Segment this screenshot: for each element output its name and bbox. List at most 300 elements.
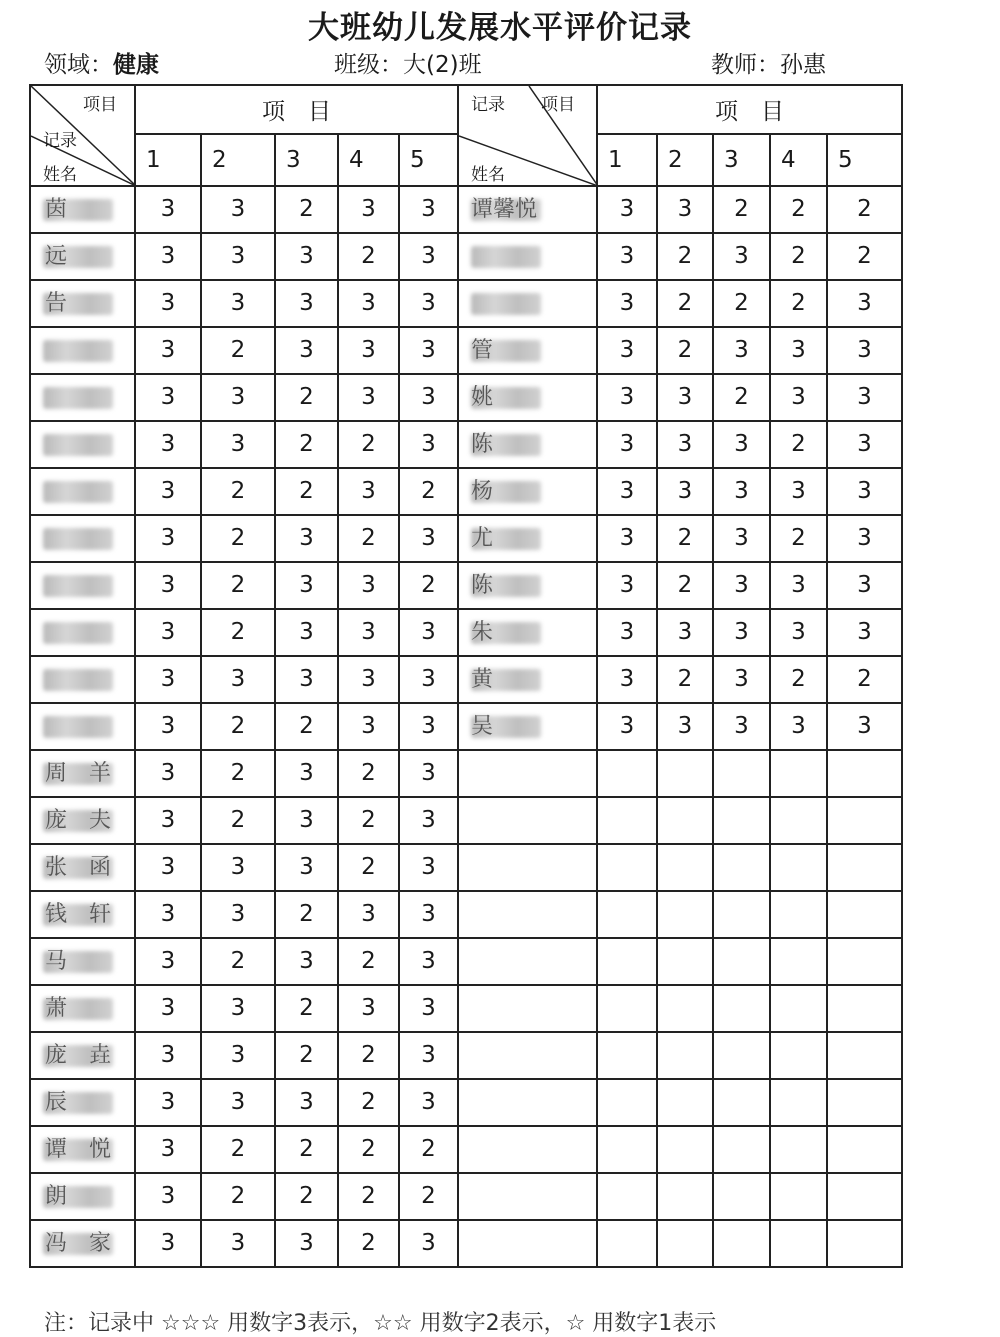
score-cell-right: 3	[713, 327, 770, 374]
score-cell-right: 3	[770, 327, 827, 374]
score-cell-left: 2	[275, 186, 338, 233]
table-row	[30, 656, 902, 703]
score-cell-left: 3	[135, 280, 201, 327]
redacted-name-blur	[43, 575, 113, 597]
score-cell-right: 3	[713, 656, 770, 703]
score-cell-left: 2	[201, 609, 275, 656]
score-cell-right: 2	[770, 280, 827, 327]
score-cell-right: 2	[770, 656, 827, 703]
score-cell-left: 2	[201, 515, 275, 562]
score-cell-right: 3	[770, 562, 827, 609]
score-cell-right	[713, 844, 770, 891]
score-cell-right	[827, 1126, 902, 1173]
score-cell-left: 3	[399, 327, 458, 374]
student-name-left	[30, 515, 135, 562]
score-cell-left: 3	[338, 374, 399, 421]
score-cell-left: 2	[399, 1173, 458, 1220]
score-cell-left: 2	[338, 797, 399, 844]
score-cell-right	[657, 750, 713, 797]
student-name-right	[458, 374, 597, 421]
score-cell-left: 2	[338, 938, 399, 985]
student-name-left	[30, 468, 135, 515]
corner-item-label: 项目	[83, 95, 117, 115]
table-row	[30, 985, 902, 1032]
table-row	[30, 797, 902, 844]
score-cell-left: 3	[135, 374, 201, 421]
name-visible-text: 茵	[45, 197, 68, 222]
name-visible-text: 钱 轩	[45, 902, 112, 927]
score-cell-left: 3	[201, 985, 275, 1032]
score-cell-right: 2	[770, 421, 827, 468]
score-cell-left: 3	[399, 1220, 458, 1267]
score-cell-right	[657, 1079, 713, 1126]
header-corner-left	[30, 85, 135, 186]
table-row	[30, 750, 902, 797]
domain-field	[44, 46, 159, 79]
score-cell-right	[770, 985, 827, 1032]
table-row	[30, 280, 902, 327]
score-cell-right: 3	[770, 374, 827, 421]
name-visible-text: 谭馨悦	[471, 197, 538, 222]
redacted-name-blur	[471, 246, 541, 268]
name-visible-text: 杨	[471, 479, 494, 504]
redacted-name-blur	[43, 528, 113, 550]
score-cell-left: 2	[275, 468, 338, 515]
score-cell-right	[597, 1032, 657, 1079]
score-cell-left: 3	[135, 891, 201, 938]
score-cell-right	[657, 938, 713, 985]
score-cell-right: 3	[597, 280, 657, 327]
score-cell-right: 3	[597, 327, 657, 374]
score-cell-right	[827, 1032, 902, 1079]
name-visible-text: 管	[471, 338, 494, 363]
score-cell-left: 2	[275, 1173, 338, 1220]
score-cell-right	[713, 985, 770, 1032]
student-name-left	[30, 985, 135, 1032]
score-cell-left: 3	[275, 609, 338, 656]
score-cell-right: 3	[713, 515, 770, 562]
score-cell-left: 3	[201, 374, 275, 421]
score-cell-left: 3	[399, 750, 458, 797]
score-cell-left: 2	[338, 844, 399, 891]
score-cell-left: 3	[399, 280, 458, 327]
score-cell-right: 2	[827, 233, 902, 280]
score-cell-right: 3	[713, 609, 770, 656]
score-cell-right: 3	[713, 468, 770, 515]
corner-record-label: 记录	[471, 95, 505, 115]
score-cell-right	[657, 1220, 713, 1267]
score-cell-left: 3	[399, 1079, 458, 1126]
score-cell-left: 3	[135, 656, 201, 703]
score-cell-left: 3	[275, 327, 338, 374]
score-cell-left: 3	[399, 186, 458, 233]
score-cell-left: 3	[135, 844, 201, 891]
item-number-left: 3	[275, 134, 338, 186]
score-cell-right	[770, 844, 827, 891]
student-name-right	[458, 186, 597, 233]
item-number-right: 5	[827, 134, 902, 186]
table-row	[30, 703, 902, 750]
score-cell-right: 2	[657, 280, 713, 327]
student-name-left	[30, 703, 135, 750]
redacted-name-blur	[43, 340, 113, 362]
score-cell-left: 3	[135, 1032, 201, 1079]
score-cell-left: 3	[135, 562, 201, 609]
name-visible-text: 姚	[471, 385, 494, 410]
score-cell-left: 3	[135, 327, 201, 374]
score-cell-right	[657, 1173, 713, 1220]
score-cell-right	[597, 1173, 657, 1220]
score-cell-right: 2	[713, 374, 770, 421]
score-cell-right	[713, 1079, 770, 1126]
item-number-right: 2	[657, 134, 713, 186]
score-cell-left: 3	[135, 1173, 201, 1220]
corner-item-label: 项目	[541, 95, 575, 115]
score-cell-left: 2	[275, 1032, 338, 1079]
score-cell-left: 3	[338, 703, 399, 750]
student-name-right	[458, 1079, 597, 1126]
score-cell-right	[657, 891, 713, 938]
student-name-left	[30, 1220, 135, 1267]
score-cell-right	[770, 1126, 827, 1173]
score-cell-right	[827, 938, 902, 985]
student-name-right	[458, 421, 597, 468]
score-cell-right: 3	[713, 421, 770, 468]
score-cell-right: 3	[770, 468, 827, 515]
score-cell-left: 3	[135, 186, 201, 233]
score-cell-left: 2	[275, 374, 338, 421]
name-visible-text: 庞 垚	[45, 1043, 112, 1068]
footnote: 注：记录中 ☆☆☆ 用数字3表示，☆☆ 用数字2表示，☆ 用数字1表示	[44, 1311, 717, 1336]
student-name-left	[30, 1032, 135, 1079]
name-visible-text: 告	[45, 291, 68, 316]
score-cell-left: 3	[338, 327, 399, 374]
student-name-right	[458, 609, 597, 656]
score-cell-right	[827, 1079, 902, 1126]
score-cell-right	[827, 985, 902, 1032]
score-cell-left: 3	[135, 468, 201, 515]
score-cell-left: 2	[399, 562, 458, 609]
score-cell-left: 3	[399, 797, 458, 844]
score-cell-right: 2	[827, 186, 902, 233]
name-visible-text: 马	[45, 949, 68, 974]
score-cell-right	[827, 1173, 902, 1220]
score-cell-left: 2	[201, 468, 275, 515]
score-cell-left: 3	[201, 1032, 275, 1079]
score-cell-left: 2	[338, 515, 399, 562]
score-cell-right	[713, 1173, 770, 1220]
student-name-right	[458, 891, 597, 938]
score-cell-right	[827, 797, 902, 844]
score-cell-right	[713, 797, 770, 844]
student-name-left	[30, 656, 135, 703]
score-cell-left: 3	[275, 1079, 338, 1126]
score-cell-right: 3	[657, 468, 713, 515]
student-name-left	[30, 844, 135, 891]
score-cell-right: 3	[657, 609, 713, 656]
student-name-left	[30, 327, 135, 374]
score-cell-left: 3	[201, 656, 275, 703]
score-cell-left: 2	[338, 233, 399, 280]
table-row	[30, 421, 902, 468]
student-name-right	[458, 562, 597, 609]
score-cell-right	[713, 1220, 770, 1267]
score-cell-left: 3	[275, 938, 338, 985]
student-name-right	[458, 656, 597, 703]
score-cell-right	[657, 1032, 713, 1079]
score-cell-left: 2	[201, 1126, 275, 1173]
score-cell-left: 3	[201, 421, 275, 468]
name-visible-text: 朱	[471, 620, 494, 645]
score-cell-left: 3	[275, 1220, 338, 1267]
table-row	[30, 186, 902, 233]
score-cell-left: 3	[135, 421, 201, 468]
name-visible-text: 黄	[471, 667, 494, 692]
score-cell-left: 3	[135, 1079, 201, 1126]
score-cell-right	[770, 1173, 827, 1220]
score-cell-left: 2	[399, 468, 458, 515]
student-name-right	[458, 985, 597, 1032]
item-number-right: 3	[713, 134, 770, 186]
score-cell-left: 3	[399, 985, 458, 1032]
table-row	[30, 891, 902, 938]
score-cell-right: 2	[657, 327, 713, 374]
score-cell-left: 3	[399, 374, 458, 421]
student-name-left	[30, 280, 135, 327]
score-cell-right: 3	[597, 515, 657, 562]
score-cell-right	[770, 938, 827, 985]
score-cell-left: 2	[338, 421, 399, 468]
score-cell-right: 3	[827, 468, 902, 515]
item-number-left: 1	[135, 134, 201, 186]
score-cell-left: 3	[275, 656, 338, 703]
score-cell-left: 3	[201, 280, 275, 327]
page-title: 大班幼儿发展水平评价记录	[308, 10, 692, 46]
score-cell-right: 3	[597, 468, 657, 515]
score-cell-right: 3	[713, 562, 770, 609]
table-row	[30, 233, 902, 280]
name-visible-text: 萧	[45, 996, 68, 1021]
score-cell-left: 2	[275, 985, 338, 1032]
score-cell-right	[713, 1032, 770, 1079]
score-cell-right	[597, 1220, 657, 1267]
score-cell-left: 3	[399, 844, 458, 891]
evaluation-table	[29, 84, 903, 1268]
score-cell-right	[597, 1126, 657, 1173]
score-cell-left: 3	[338, 656, 399, 703]
student-name-right	[458, 750, 597, 797]
name-visible-text: 吴	[471, 714, 494, 739]
score-cell-right	[770, 891, 827, 938]
name-visible-text: 陈	[471, 432, 494, 457]
score-cell-right: 3	[657, 421, 713, 468]
score-cell-left: 3	[135, 985, 201, 1032]
table-row	[30, 468, 902, 515]
teacher-info: 教师：孙惠	[711, 52, 826, 78]
score-cell-right: 3	[597, 374, 657, 421]
score-cell-left: 3	[338, 985, 399, 1032]
score-cell-left: 3	[338, 609, 399, 656]
score-cell-right: 2	[657, 515, 713, 562]
score-cell-left: 2	[201, 1173, 275, 1220]
score-cell-right	[657, 985, 713, 1032]
student-name-left	[30, 233, 135, 280]
score-cell-right: 3	[827, 703, 902, 750]
table-row	[30, 374, 902, 421]
score-cell-right	[597, 938, 657, 985]
score-cell-right	[827, 1220, 902, 1267]
score-cell-left: 3	[399, 891, 458, 938]
score-cell-left: 2	[338, 1032, 399, 1079]
corner-record-label: 记录	[43, 131, 77, 151]
score-cell-left: 2	[275, 1126, 338, 1173]
student-name-right	[458, 1032, 597, 1079]
name-visible-text: 远	[45, 244, 68, 269]
score-cell-right: 3	[597, 656, 657, 703]
score-cell-right	[770, 750, 827, 797]
name-visible-text: 朗	[45, 1184, 68, 1209]
table-row	[30, 1126, 902, 1173]
score-cell-right	[827, 750, 902, 797]
score-cell-left: 3	[135, 1126, 201, 1173]
score-cell-left: 3	[135, 797, 201, 844]
score-cell-left: 2	[201, 703, 275, 750]
score-cell-left: 3	[275, 233, 338, 280]
score-cell-left: 3	[135, 1220, 201, 1267]
class-info: 班级：大(2)班	[334, 52, 482, 78]
score-cell-right: 3	[657, 186, 713, 233]
redacted-name-blur	[43, 622, 113, 644]
score-cell-left: 2	[201, 327, 275, 374]
score-cell-left: 3	[201, 1079, 275, 1126]
score-cell-left: 3	[399, 515, 458, 562]
score-cell-right	[597, 750, 657, 797]
score-cell-left: 3	[399, 1032, 458, 1079]
score-cell-left: 3	[201, 1220, 275, 1267]
table-row	[30, 844, 902, 891]
item-number-right: 1	[597, 134, 657, 186]
score-cell-right: 3	[713, 703, 770, 750]
score-cell-right	[713, 891, 770, 938]
student-name-left	[30, 797, 135, 844]
student-name-right	[458, 280, 597, 327]
student-name-left	[30, 891, 135, 938]
table-row	[30, 562, 902, 609]
score-cell-left: 2	[338, 750, 399, 797]
name-visible-text: 谭 悦	[45, 1137, 112, 1162]
score-cell-left: 3	[399, 233, 458, 280]
score-cell-left: 3	[399, 656, 458, 703]
score-cell-left: 2	[338, 1126, 399, 1173]
score-cell-right	[597, 985, 657, 1032]
student-name-right	[458, 797, 597, 844]
score-cell-left: 3	[135, 750, 201, 797]
items-title-right: 项 目	[597, 85, 902, 134]
item-number-left: 2	[201, 134, 275, 186]
name-visible-text: 陈	[471, 573, 494, 598]
domain-value: 健康	[113, 52, 159, 78]
score-cell-right: 3	[713, 233, 770, 280]
score-cell-left: 3	[399, 421, 458, 468]
redacted-name-blur	[43, 434, 113, 456]
score-cell-left: 2	[275, 891, 338, 938]
score-cell-right: 2	[657, 562, 713, 609]
score-cell-left: 3	[135, 703, 201, 750]
corner-name-label: 姓名	[43, 165, 77, 185]
student-name-right	[458, 1173, 597, 1220]
table-row	[30, 327, 902, 374]
score-cell-right	[770, 1079, 827, 1126]
item-number-left: 4	[338, 134, 399, 186]
student-name-left	[30, 1173, 135, 1220]
student-name-right	[458, 468, 597, 515]
score-cell-right	[827, 891, 902, 938]
score-cell-left: 3	[275, 562, 338, 609]
student-name-right	[458, 327, 597, 374]
score-cell-left: 3	[201, 233, 275, 280]
table-row	[30, 1079, 902, 1126]
name-visible-text: 庞 夫	[45, 808, 112, 833]
table-row	[30, 1032, 902, 1079]
score-cell-left: 3	[338, 186, 399, 233]
score-cell-right	[597, 891, 657, 938]
score-cell-right: 3	[597, 703, 657, 750]
score-cell-left: 3	[201, 891, 275, 938]
score-cell-right: 2	[827, 656, 902, 703]
score-cell-right: 3	[827, 327, 902, 374]
student-name-left	[30, 374, 135, 421]
redacted-name-blur	[43, 716, 113, 738]
score-cell-right: 3	[827, 374, 902, 421]
score-cell-left: 2	[338, 1173, 399, 1220]
score-cell-left: 2	[338, 1220, 399, 1267]
header-corner-right	[458, 85, 597, 186]
redacted-name-blur	[43, 669, 113, 691]
score-cell-right	[770, 1032, 827, 1079]
score-cell-left: 3	[201, 844, 275, 891]
score-cell-left: 3	[135, 938, 201, 985]
student-name-left	[30, 186, 135, 233]
score-cell-right	[770, 1220, 827, 1267]
score-cell-right	[770, 797, 827, 844]
score-cell-left: 3	[275, 750, 338, 797]
student-name-right	[458, 1126, 597, 1173]
domain-label: 领域：	[44, 52, 113, 78]
score-cell-left: 3	[135, 233, 201, 280]
score-cell-right	[597, 797, 657, 844]
score-cell-right	[657, 844, 713, 891]
score-cell-left: 3	[135, 515, 201, 562]
score-cell-right	[597, 844, 657, 891]
score-cell-right: 2	[713, 186, 770, 233]
score-cell-right	[657, 797, 713, 844]
item-number-right: 4	[770, 134, 827, 186]
score-cell-right: 3	[827, 515, 902, 562]
score-cell-right: 2	[657, 656, 713, 703]
student-name-right	[458, 844, 597, 891]
table-row	[30, 1220, 902, 1267]
score-cell-right: 3	[827, 421, 902, 468]
score-cell-right: 3	[597, 609, 657, 656]
score-cell-right	[827, 844, 902, 891]
name-visible-text: 冯 家	[45, 1231, 112, 1256]
score-cell-right	[657, 1126, 713, 1173]
score-cell-left: 3	[135, 609, 201, 656]
score-cell-left: 3	[275, 280, 338, 327]
score-cell-left: 3	[399, 609, 458, 656]
score-cell-left: 2	[275, 421, 338, 468]
corner-name-label: 姓名	[471, 165, 505, 185]
